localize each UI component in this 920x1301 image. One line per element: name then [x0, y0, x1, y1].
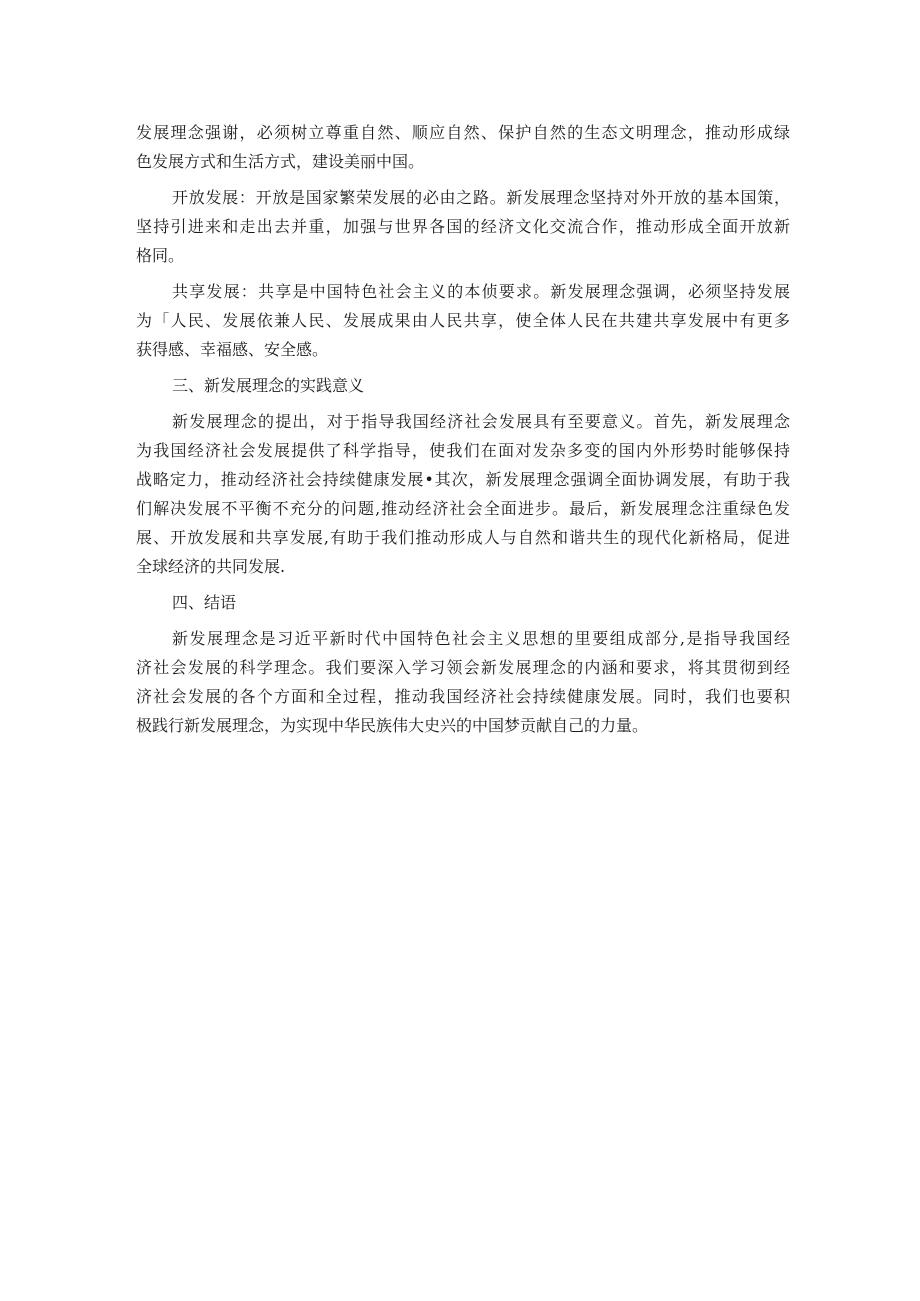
text-line: 新发展理念的提出，对于指导我国经济社会发展具有至要意义。首先，新发展理念 [172, 412, 790, 431]
heading-text: 三、新发展理念的实践意义 [172, 376, 365, 395]
paragraph-practical-significance [136, 407, 790, 581]
text-line: 坚持引进来和走出去并重，加强与世界各国的经济文化交流合作，推动形成全面开放新 [136, 217, 790, 236]
paragraph-conclusion [136, 624, 790, 740]
text-line: 极践行新发展理念，为实现中华民族伟大史兴的中国梦贡献自己的力量。 [136, 716, 649, 735]
paragraph-open-development [136, 183, 790, 270]
text-line: 济社会发展的各个方面和全过程，推动我国经济社会持续健康发展。同时，我们也要积 [136, 687, 790, 706]
text-line: 为「人民、发展依兼人民、发展成果由人民共享，使全体人民在共建共享发展中有更多 [136, 311, 790, 330]
text-line: 济社会发展的科学理念。我们要深入学习领会新发展理念的内涵和要求，将其贯彻到经 [136, 658, 790, 677]
text-line: 开放发展：开放是国家繁荣发展的必由之路。新发展理念坚持对外开放的基本国策， [172, 188, 790, 207]
text-line: 共享发展：共享是中国特色社会主义的本侦要求。新发展理念强调，必须坚持发展 [172, 282, 790, 301]
text-line: 们解决发展不平衡不充分的问题,推动经济社会全面进步。最后，新发展理念注重绿色发 [136, 499, 790, 518]
section-heading-4 [136, 588, 790, 617]
text-line: 获得感、幸福感、安全感。 [136, 340, 329, 359]
text-line: 格同。 [136, 246, 185, 265]
section-heading-3 [136, 371, 790, 400]
text-line: 展、开放发展和共享发展,有助于我们推动形成人与自然和谐共生的现代化新格局，促进 [136, 528, 790, 547]
text-line: 新发展理念是习近平新时代中国特色社会主义思想的里要组成部分,是指导我国经 [172, 629, 790, 648]
text-line: 为我国经济社会发展提供了科学指导，使我们在面对发杂多变的国内外形势时能够保持 [136, 441, 790, 460]
text-line: 发展理念强谢，必须树立尊重自然、顺应自然、保护自然的生态文明理念，推动形成绿 [136, 123, 790, 142]
text-line: 战略定力，推动经济社会持续健康发展•其次，新发展理念强调全面协调发展，有助于我 [136, 470, 790, 489]
paragraph-green-development [136, 118, 790, 176]
text-line: 色发展方式和生活方式，建设美丽中国。 [136, 152, 425, 171]
document-body [136, 118, 790, 747]
text-line: 全球经济的共同发展. [136, 557, 286, 576]
heading-text: 四、结语 [172, 593, 237, 612]
paragraph-shared-development [136, 277, 790, 364]
